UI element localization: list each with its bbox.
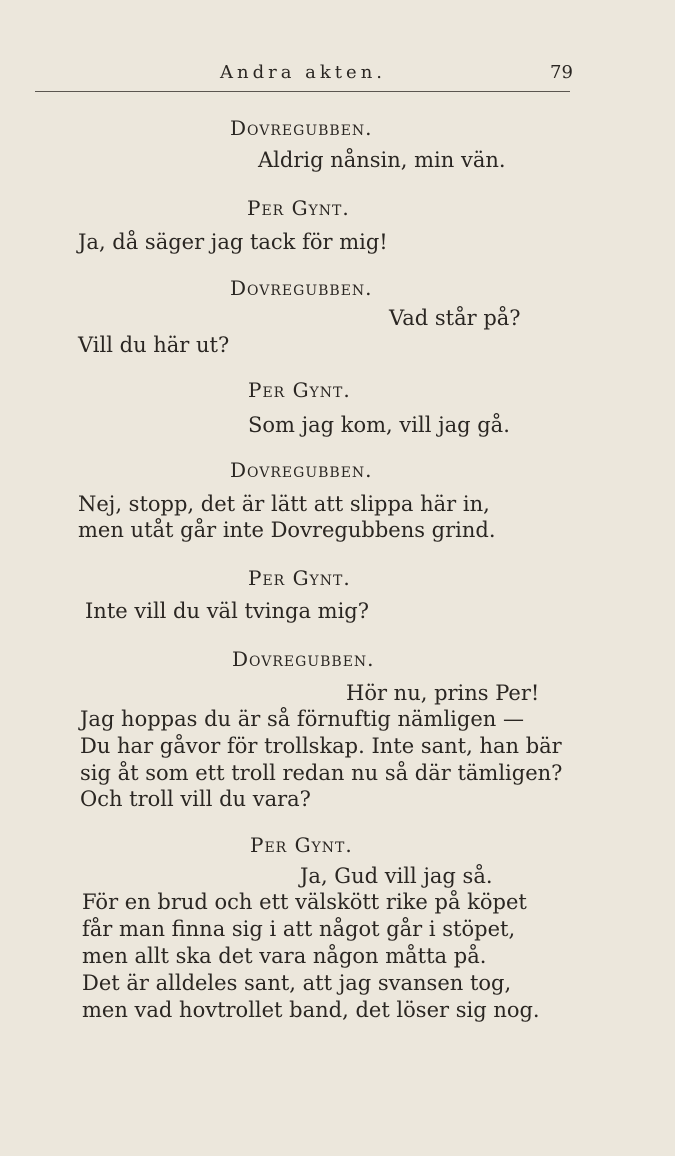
verse-line: Hör nu, prins Per! <box>346 681 540 705</box>
speaker-name: Dovregubben. <box>230 458 373 482</box>
verse-line: men vad hovtrollet band, det löser sig nog. <box>82 998 540 1022</box>
verse-line: Ja, Gud vill jag så. <box>300 864 493 888</box>
header-rule <box>35 91 570 92</box>
speaker-name: Dovregubben. <box>230 116 373 140</box>
verse-line: Jag hoppas du är så förnuftig nämligen — <box>80 707 524 731</box>
verse-line: Du har gåvor för trollskap. Inte sant, han bär <box>80 734 562 758</box>
speaker-name: Per Gynt. <box>250 833 353 857</box>
page-number: 79 <box>550 62 573 83</box>
speaker-name: Per Gynt. <box>247 196 350 220</box>
speaker-name: Per Gynt. <box>248 566 351 590</box>
verse-line: Som jag kom, vill jag gå. <box>248 413 510 437</box>
verse-line: Vill du här ut? <box>78 333 230 357</box>
verse-line: För en brud och ett välskött rike på köpet <box>82 890 527 914</box>
verse-line: men allt ska det vara någon måtta på. <box>82 944 487 968</box>
verse-line: Aldrig nånsin, min vän. <box>258 148 506 172</box>
verse-line: Vad står på? <box>389 306 521 330</box>
speaker-name: Dovregubben. <box>230 276 373 300</box>
verse-line: Det är alldeles sant, att jag svansen tog, <box>82 971 512 995</box>
speaker-name: Per Gynt. <box>248 378 351 402</box>
verse-line: men utåt går inte Dovregubbens grind. <box>78 518 496 542</box>
verse-line: Nej, stopp, det är lätt att slippa här in, <box>78 492 490 516</box>
running-header: Andra akten. <box>220 62 387 83</box>
verse-line: Inte vill du väl tvinga mig? <box>85 599 369 623</box>
verse-line: Ja, då säger jag tack för mig! <box>78 230 388 254</box>
verse-line: sig åt som ett troll redan nu så där tämligen? <box>80 761 563 785</box>
verse-line: får man finna sig i att något går i stöpet, <box>82 917 516 941</box>
verse-line: Och troll vill du vara? <box>80 787 311 811</box>
speaker-name: Dovregubben. <box>232 647 375 671</box>
